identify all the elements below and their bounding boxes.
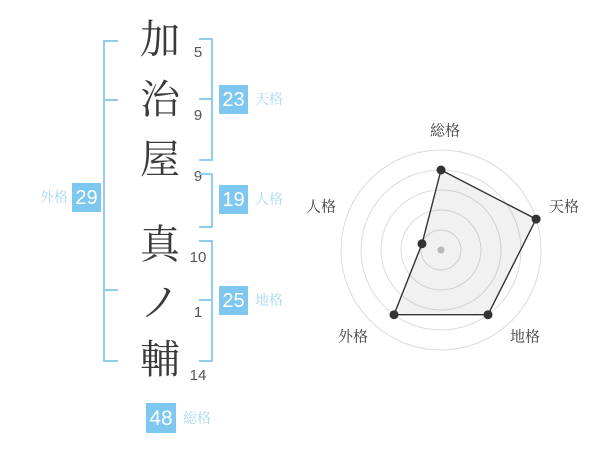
radar-polygon <box>394 170 536 315</box>
radar-series <box>390 166 541 320</box>
name-character: 屋 <box>140 138 180 182</box>
tenkaku-badge <box>219 85 248 114</box>
radar-axis-label-gaikaku: 外格 <box>337 328 369 346</box>
radar-axis-label-tenkaku: 天格 <box>549 198 580 216</box>
radar-chart <box>300 110 590 360</box>
radar-vertex-dot <box>484 310 493 319</box>
radar-axis-label-soukaku: 総格 <box>429 122 461 140</box>
jinkaku-badge <box>219 185 248 214</box>
jinkaku-bracket <box>199 174 212 227</box>
chikaku-bracket <box>199 241 212 361</box>
name-character: 真 <box>140 223 180 267</box>
soukaku-value: 48 <box>149 406 173 430</box>
stroke-count: 9 <box>193 107 203 124</box>
radar-axis-label-jinkaku: 人格 <box>305 198 336 216</box>
gaikaku-badge <box>72 183 101 212</box>
soukaku-label: 総格 <box>183 410 211 426</box>
gaikaku-bracket <box>104 41 118 361</box>
stroke-count: 1 <box>193 304 203 321</box>
stroke-count: 5 <box>193 44 203 61</box>
gaikaku-value: 29 <box>75 186 98 209</box>
name-character: 治 <box>140 78 180 122</box>
radar-axis-label-chikaku: 地格 <box>509 328 541 346</box>
radar-vertex-dot <box>437 166 446 175</box>
soukaku-badge <box>146 403 176 433</box>
radar-vertex-dot <box>418 239 427 248</box>
chikaku-badge <box>219 286 248 315</box>
jinkaku-label: 人格 <box>255 191 283 207</box>
stroke-count: 14 <box>189 367 207 384</box>
gaikaku-label: 外格 <box>40 189 68 205</box>
tenkaku-label: 天格 <box>255 91 283 107</box>
name-character: 加 <box>140 18 180 62</box>
name-character: 輔 <box>140 338 180 382</box>
name-character: ノ <box>140 281 180 325</box>
radar-vertex-dot <box>390 310 399 319</box>
chikaku-value: 25 <box>222 289 245 312</box>
radar-vertex-dot <box>532 215 541 224</box>
tenkaku-bracket <box>199 39 212 160</box>
tenkaku-value: 23 <box>222 88 245 111</box>
jinkaku-value: 19 <box>222 188 245 211</box>
stroke-count: 10 <box>189 249 207 266</box>
chikaku-label: 地格 <box>255 292 283 308</box>
stroke-count: 9 <box>193 168 203 185</box>
